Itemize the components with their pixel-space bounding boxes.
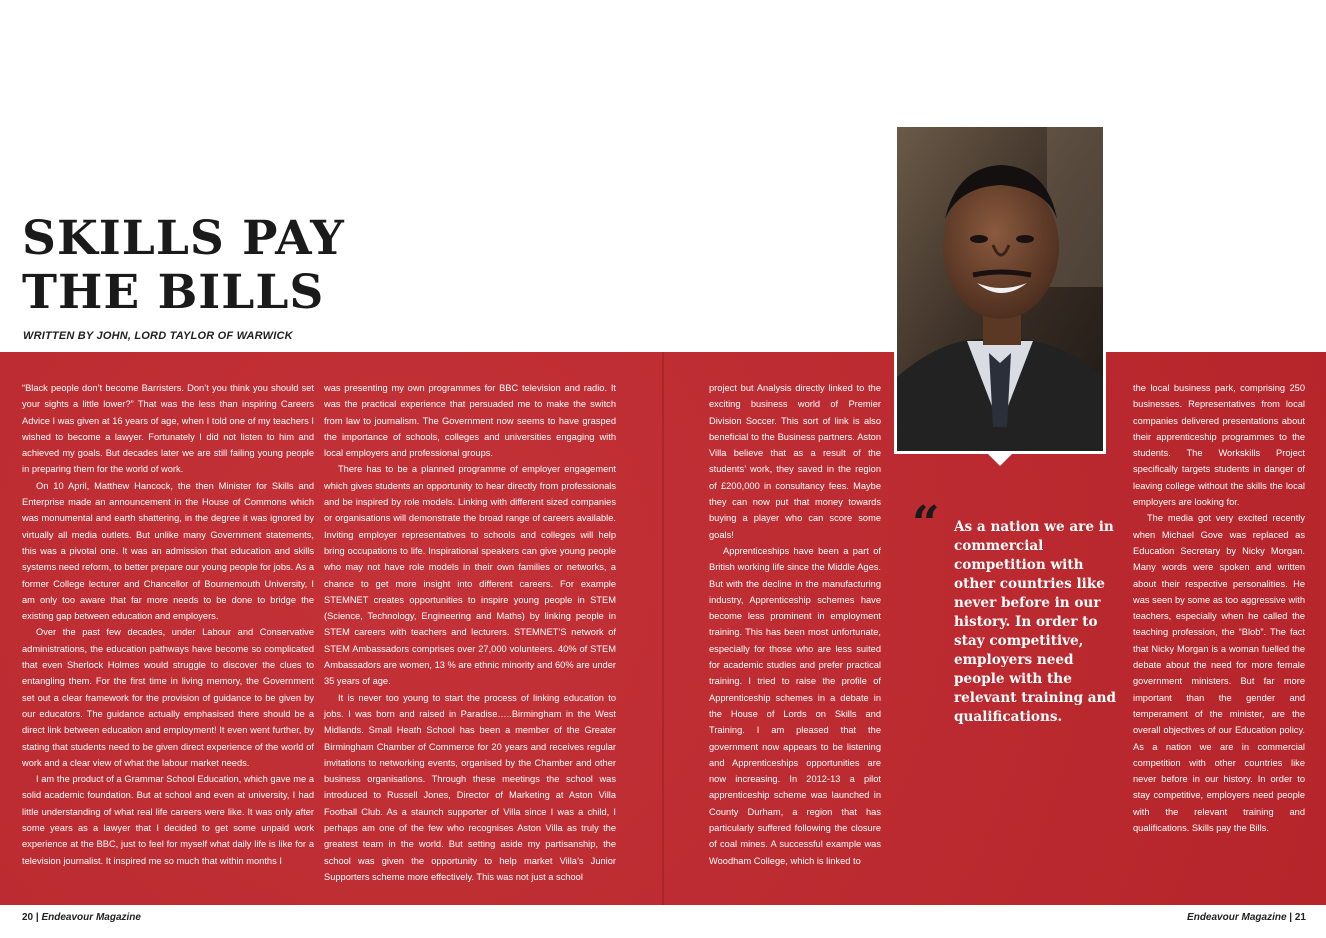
footer-left: 20 | Endeavour Magazine bbox=[22, 912, 141, 923]
pull-quote-text: As a nation we are in commercial competition with other countries like never before in our history. In order to stay competitive, employers need people with the relevant training and qualifications. bbox=[954, 519, 1117, 725]
footer-right: Endeavour Magazine | 21 bbox=[1187, 912, 1306, 923]
paragraph: “Black people don’t become Barristers. Don’t you think you should set your sights a little lower?” That was the less than inspiring Careers Advice I was given at 16 years of age, when I told one of my teachers I wished to become a lawyer. Fortunately I did not listen to him and achieved my goals. But decades later we are still failing young people in preparing them for the world of work. bbox=[22, 383, 314, 475]
page-number-right: 21 bbox=[1294, 912, 1306, 923]
byline: WRITTEN BY JOHN, LORD TAYLOR OF WARWICK bbox=[23, 330, 293, 342]
column-3 bbox=[709, 380, 881, 869]
portrait-illustration bbox=[897, 127, 1103, 451]
title-line-2: THE BILLS bbox=[22, 265, 325, 320]
page-number-left: 20 bbox=[22, 912, 34, 923]
magazine-name-right: Endeavour Magazine bbox=[1187, 912, 1287, 923]
page-spine bbox=[662, 352, 664, 905]
title-line-1: SKILLS PAY bbox=[22, 211, 345, 266]
magazine-name-left: Endeavour Magazine bbox=[41, 912, 141, 923]
paragraph: project but Analysis directly linked to the exciting business world of Premier Division Soccer. This sort of link is also beneficial to the Business partners. Aston Villa believe that as a result of the students’ work, they saved in the region of £200,000 in consultancy fees. Maybe they can now put that money towards buying a player who can score some goals! bbox=[709, 383, 881, 540]
article-title bbox=[22, 212, 345, 320]
column-4 bbox=[1133, 380, 1305, 836]
paragraph: the local business park, comprising 250 businesses. Representatives from local companies delivered presentations about their apprenticeship programmes to the students. The Workskills Project specifically targets students in danger of leaving college without the skills the local employers are looking for. bbox=[1133, 383, 1305, 508]
paragraph: Apprenticeships have been a part of British working life since the Middle Ages. But with the decline in the manufacturing industry, Apprenticeship schemes have become less prominent in employment training. This has been most unfortunate, especially for those who are less suited for academic studies and prefer practical training. I tried to raise the profile of Apprenticeship schemes in a debate in the House of Lords on Skills and Training. I am pleased that the government now appears to be listening and Apprenticeships opportunities are now increasing. In 2012-13 a pilot apprenticeship scheme was launched in County Durham, a region that has particularly suffered following the closure of coal mines. A successful example was Woodham College, which is linked to bbox=[709, 545, 881, 866]
paragraph: The media got very excited recently when Michael Gove was replaced as Education Secretary by Nicky Morgan. Many words were spoken and written about their respective personalities. He was seen by some as too aggressive with teachers, especially when he called the teaching profession, the “Blob”. The fact that Nicky Morgan is a woman fuelled the debate about the need for more female government ministers. But far more important than the gender and temperament of the minister, are the overall objectives of our Education policy. As a nation we are in commercial competition with other countries like never before in our history. In order to stay competitive, employers need people with the relevant training and qualifications. Skills pay the Bills. bbox=[1133, 513, 1305, 834]
author-photo-frame bbox=[894, 124, 1106, 454]
quote-mark-icon: “ bbox=[912, 496, 940, 552]
paragraph: was presenting my own programmes for BBC television and radio. It was the practical experience that persuaded me to make the switch from law to journalism. The Government now seems to have grasped the importance of schools, colleges and universities engaging with local employers and professional groups. bbox=[324, 383, 616, 459]
column-2 bbox=[324, 380, 616, 885]
paragraph: There has to be a planned programme of employer engagement which gives students an opportunity to hear directly from professionals and be inspired by role models. Linking with different sized companies or organisations will demonstrate the broad range of careers available. Inviting employer representatives to schools and colleges will help bring occupations to life. Inspirational speakers can give young people who may not have role models in their own families or networks, a chance to get more insight into different careers. For example STEMNET creates opportunities to inspire young people in STEM (Science, Technology, Engineering and Maths) by linking people in STEM careers with teachers and lecturers. STEMNET’S network of STEM Ambassadors comprises over 27,000 volunteers. 40% of STEM Ambassadors are women, 13 % are ethnic minority and 60% are under 35 years of age. bbox=[324, 464, 616, 687]
author-portrait-photo bbox=[897, 127, 1103, 451]
paragraph: I am the product of a Grammar School Education, which gave me a solid academic foundation. But at school and even at university, I had little understanding of what real life careers were like. It was only after some years as a lawyer that I decided to get some unpaid work experience at the BBC, just to feel for myself what daily life is like for a television journalist. It inspired me so much that within months I bbox=[22, 774, 314, 866]
column-1 bbox=[22, 380, 314, 869]
paragraph: On 10 April, Matthew Hancock, the then Minister for Skills and Enterprise made an announcement in the House of Commons which was monumental and earth shattering, in the degree it was ignored by virtually all media outlets. But unlike many Government statements, this was a pivotal one. It was an admission that education and skills systems need reform, to better prepare our young people for jobs. As a former College lecturer and Chancellor of Bournemouth University, I am only too aware that far more needs to be done to bridge the existing gap between education and employers. bbox=[22, 480, 314, 622]
paragraph: Over the past few decades, under Labour and Conservative administrations, the education pathways have become so complicated that even Sherlock Holmes would struggle to discover the clues to entangling them. For the first time in living memory, the Government set out a clear framework for the provision of guidance to be given by our educators. The guidance actually emphasised there should be a direct link between education and employment! It even went further, by stating that students need to be given direct experience of the world of work and a clear view of what the labour market needs. bbox=[22, 627, 314, 768]
paragraph: It is never too young to start the process of linking education to jobs. I was born and raised in Paradise…..Birmingham in the West Midlands. Small Heath School has been a member of the Greater Birmingham Chamber of Commerce for 20 years and receives regular invitations to networking events, organised by the Chamber and other business organisations. Through these meetings the school was introduced to Russell Jones, Director of Marketing at Aston Villa Football Club. As a staunch supporter of Villa since I was a child, I perhaps am one of the few who recognises Aston Villa as truly the greatest team in the world. But setting aside my partisanship, the school was given the opportunity to help market Villa’s Junior Supporters scheme more effectively. This was not just a school bbox=[324, 692, 616, 882]
